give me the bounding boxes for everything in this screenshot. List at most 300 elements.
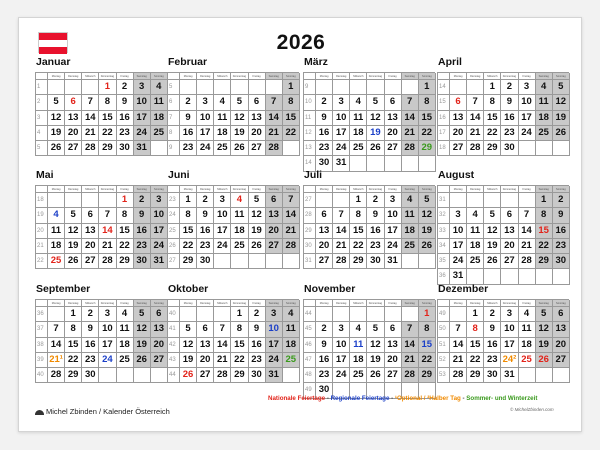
week-number: 10 — [304, 95, 316, 110]
day-cell: 21 — [450, 353, 467, 368]
day-cell: 24 — [214, 239, 231, 254]
weekday-header: Dienstag — [65, 73, 82, 80]
empty-day-cell — [197, 80, 214, 95]
week-number: 53 — [438, 368, 450, 383]
calendar-year-title: 2026 — [276, 31, 326, 54]
day-cell: 8 — [419, 322, 436, 337]
weekday-header: Samstag — [536, 186, 553, 193]
day-cell: 3 — [99, 307, 116, 322]
week-number: 47 — [304, 353, 316, 368]
week-number: 52 — [438, 353, 450, 368]
day-cell: 21 — [402, 126, 419, 141]
day-cell: 5 — [367, 322, 384, 337]
day-cell: 8 — [484, 95, 501, 110]
day-cell: 17 — [99, 338, 116, 353]
day-cell: 22 — [65, 353, 82, 368]
day-cell: 30 — [501, 141, 518, 156]
day-cell: 12 — [536, 322, 553, 337]
month-name: März — [304, 56, 328, 68]
weekday-header: Mittwoch — [214, 186, 231, 193]
day-cell: 31 — [134, 141, 151, 156]
day-cell: 28 — [266, 141, 283, 156]
day-cell: 10 — [519, 95, 536, 110]
week-number: 31 — [438, 193, 450, 208]
week-number: 14 — [438, 80, 450, 95]
day-cell: 14 — [467, 111, 484, 126]
day-cell: 24 — [197, 141, 214, 156]
day-cell: 18 — [151, 111, 168, 126]
day-cell: 28 — [283, 239, 300, 254]
week-number: 16 — [438, 111, 450, 126]
month-grid — [167, 72, 299, 156]
empty-day-cell — [316, 307, 333, 322]
day-cell: 20 — [82, 239, 99, 254]
month-grid — [437, 72, 569, 156]
day-cell: 29 — [99, 141, 116, 156]
header-corner — [304, 300, 316, 307]
month-grid — [303, 299, 435, 399]
day-cell: 30 — [197, 254, 214, 269]
day-cell: 11 — [350, 111, 367, 126]
day-cell: 27 — [450, 141, 467, 156]
day-cell: 4 — [467, 208, 484, 223]
day-cell: 12 — [180, 338, 197, 353]
day-cell: 15 — [419, 338, 436, 353]
day-cell: 27 — [151, 353, 168, 368]
day-cell: 30 — [134, 254, 151, 269]
day-cell: 1 — [99, 80, 116, 95]
empty-day-cell — [266, 80, 283, 95]
day-cell: 22 — [536, 239, 553, 254]
day-cell: 22 — [350, 239, 367, 254]
day-cell: 18 — [402, 224, 419, 239]
day-cell: 12 — [367, 338, 384, 353]
day-cell: 27 — [197, 368, 214, 383]
day-cell: 9 — [249, 322, 266, 337]
day-cell: 19 — [134, 338, 151, 353]
day-cell: 31 — [333, 156, 350, 171]
day-cell: 15 — [467, 338, 484, 353]
day-cell: 14 — [266, 111, 283, 126]
day-cell: 9 — [501, 95, 518, 110]
day-cell: 20 — [266, 224, 283, 239]
day-cell: 10 — [151, 208, 168, 223]
empty-day-cell — [333, 80, 350, 95]
weekday-header: Samstag — [402, 300, 419, 307]
day-cell: 9 — [553, 208, 570, 223]
day-cell: 5 — [180, 322, 197, 337]
empty-day-cell — [350, 80, 367, 95]
day-cell: 28 — [402, 141, 419, 156]
day-cell: 20 — [151, 338, 168, 353]
day-cell: 21 — [82, 126, 99, 141]
day-cell: 26 — [249, 239, 266, 254]
day-cell: 16 — [316, 353, 333, 368]
day-cell: 9 — [117, 95, 134, 110]
day-cell: 16 — [501, 111, 518, 126]
day-cell: 4 — [350, 322, 367, 337]
day-cell: 7 — [467, 95, 484, 110]
day-cell: 8 — [180, 208, 197, 223]
day-cell: 2 — [197, 193, 214, 208]
day-cell: 22 — [484, 126, 501, 141]
day-cell: 16 — [134, 224, 151, 239]
header-corner — [304, 73, 316, 80]
empty-day-cell — [333, 193, 350, 208]
empty-day-cell — [367, 80, 384, 95]
empty-day-cell — [385, 307, 402, 322]
day-cell: 23 — [367, 239, 384, 254]
week-number: 50 — [438, 322, 450, 337]
empty-day-cell — [402, 254, 419, 269]
header-corner — [304, 186, 316, 193]
day-cell: 19 — [231, 126, 248, 141]
day-cell: 14 — [402, 338, 419, 353]
empty-day-cell — [82, 193, 99, 208]
weekday-header: Samstag — [266, 300, 283, 307]
day-cell: 20 — [316, 239, 333, 254]
empty-day-cell — [536, 269, 553, 284]
weekday-header: Freitag — [249, 73, 266, 80]
day-cell: 22 — [180, 239, 197, 254]
day-cell: 26 — [484, 254, 501, 269]
day-cell: 21¹ — [48, 353, 65, 368]
day-cell: 10 — [385, 208, 402, 223]
day-cell: 19 — [484, 239, 501, 254]
empty-day-cell — [402, 80, 419, 95]
day-cell: 24 — [333, 368, 350, 383]
day-cell: 4 — [231, 193, 248, 208]
month-grid — [35, 185, 167, 269]
week-number: 13 — [304, 141, 316, 156]
weekday-header: Sonntag — [151, 73, 168, 80]
weekday-header: Mittwoch — [484, 73, 501, 80]
week-number: 24 — [168, 208, 180, 223]
day-cell: 10 — [214, 208, 231, 223]
week-number: 44 — [168, 368, 180, 383]
day-cell: 22 — [117, 239, 134, 254]
day-cell: 17 — [214, 224, 231, 239]
day-cell: 17 — [501, 338, 518, 353]
footer-author-text: Michel Zbinden / Kalender Österreich — [46, 407, 170, 416]
day-cell: 16 — [249, 338, 266, 353]
weekday-header: Mittwoch — [484, 186, 501, 193]
week-number: 14 — [304, 156, 316, 171]
header-corner — [438, 186, 450, 193]
weekday-header: Dienstag — [197, 300, 214, 307]
day-cell: 18 — [48, 239, 65, 254]
day-cell: 1 — [350, 193, 367, 208]
day-cell: 26 — [419, 239, 436, 254]
calendar-sheet — [18, 17, 582, 432]
day-cell: 3 — [385, 193, 402, 208]
empty-day-cell — [385, 80, 402, 95]
day-cell: 8 — [283, 95, 300, 110]
day-cell: 13 — [450, 111, 467, 126]
day-cell: 26 — [180, 368, 197, 383]
day-cell: 27 — [316, 254, 333, 269]
day-cell: 13 — [553, 322, 570, 337]
day-cell: 8 — [231, 322, 248, 337]
day-cell: 26 — [367, 368, 384, 383]
empty-day-cell — [467, 193, 484, 208]
week-number: 44 — [304, 307, 316, 322]
week-number: 18 — [36, 193, 48, 208]
day-cell: 22 — [419, 126, 436, 141]
empty-day-cell — [117, 368, 134, 383]
day-cell: 10 — [99, 322, 116, 337]
day-cell: 5 — [553, 80, 570, 95]
month-grid — [167, 299, 299, 383]
empty-day-cell — [249, 254, 266, 269]
week-number: 30 — [304, 239, 316, 254]
day-cell: 25 — [214, 141, 231, 156]
day-cell: 28 — [519, 254, 536, 269]
month-name: September — [36, 283, 91, 295]
day-cell: 6 — [553, 307, 570, 322]
day-cell: 10 — [266, 322, 283, 337]
weekday-header: Mittwoch — [484, 300, 501, 307]
day-cell: 7 — [214, 322, 231, 337]
day-cell: 24 — [519, 126, 536, 141]
week-number: 38 — [36, 338, 48, 353]
weekday-header: Samstag — [134, 186, 151, 193]
day-cell: 26 — [536, 353, 553, 368]
week-number: 29 — [304, 224, 316, 239]
legend-regional: Regionale Feiertage — [330, 395, 390, 402]
day-cell: 16 — [553, 224, 570, 239]
day-cell: 23 — [134, 239, 151, 254]
day-cell: 5 — [134, 307, 151, 322]
week-number: 15 — [438, 95, 450, 110]
empty-day-cell — [553, 141, 570, 156]
day-cell: 27 — [82, 254, 99, 269]
weekday-header: Donnerstag — [231, 73, 248, 80]
day-cell: 30 — [117, 141, 134, 156]
week-number: 32 — [438, 208, 450, 223]
weekday-header: Sonntag — [151, 186, 168, 193]
legend-national: Nationale Feiertage — [268, 395, 326, 402]
day-cell: 22 — [99, 126, 116, 141]
day-cell: 16 — [367, 224, 384, 239]
empty-day-cell — [350, 156, 367, 171]
author-logo-icon — [35, 410, 44, 415]
weekday-header: Donnerstag — [231, 186, 248, 193]
day-cell: 11 — [350, 338, 367, 353]
weekday-header: Dienstag — [197, 73, 214, 80]
empty-day-cell — [402, 156, 419, 171]
empty-day-cell — [450, 307, 467, 322]
day-cell: 27 — [249, 141, 266, 156]
week-number: 9 — [304, 80, 316, 95]
day-cell: 20 — [197, 353, 214, 368]
day-cell: 1 — [180, 193, 197, 208]
week-number: 39 — [36, 353, 48, 368]
week-number: 42 — [168, 338, 180, 353]
empty-day-cell — [419, 156, 436, 171]
empty-day-cell — [99, 193, 116, 208]
empty-day-cell — [48, 193, 65, 208]
day-cell: 21 — [519, 239, 536, 254]
day-cell: 22 — [283, 126, 300, 141]
weekday-header: Dienstag — [333, 73, 350, 80]
day-cell: 5 — [65, 208, 82, 223]
week-number: 18 — [438, 141, 450, 156]
day-cell: 13 — [151, 322, 168, 337]
month-grid — [167, 185, 299, 269]
day-cell: 18 — [350, 353, 367, 368]
header-corner — [438, 300, 450, 307]
day-cell: 17 — [333, 353, 350, 368]
day-cell: 3 — [134, 80, 151, 95]
empty-day-cell — [536, 368, 553, 383]
weekday-header: Samstag — [536, 300, 553, 307]
empty-day-cell — [283, 254, 300, 269]
day-cell: 2 — [484, 307, 501, 322]
empty-day-cell — [48, 80, 65, 95]
day-cell: 7 — [450, 322, 467, 337]
footer-author — [35, 407, 170, 416]
day-cell: 2 — [553, 193, 570, 208]
day-cell: 15 — [117, 224, 134, 239]
day-cell: 6 — [65, 95, 82, 110]
day-cell: 28 — [214, 368, 231, 383]
day-cell: 12 — [65, 224, 82, 239]
weekday-header: Dienstag — [467, 300, 484, 307]
month-name: Oktober — [168, 283, 209, 295]
empty-day-cell — [249, 80, 266, 95]
weekday-header: Sonntag — [419, 73, 436, 80]
day-cell: 6 — [82, 208, 99, 223]
weekday-header: Freitag — [519, 73, 536, 80]
weekday-header: Mittwoch — [214, 300, 231, 307]
day-cell: 18 — [117, 338, 134, 353]
day-cell: 2 — [501, 80, 518, 95]
day-cell: 5 — [484, 208, 501, 223]
day-cell: 11 — [536, 95, 553, 110]
day-cell: 23 — [249, 353, 266, 368]
day-cell: 1 — [419, 80, 436, 95]
weekday-header: Samstag — [266, 186, 283, 193]
day-cell: 30 — [484, 368, 501, 383]
weekday-header: Mittwoch — [350, 73, 367, 80]
day-cell: 7 — [402, 322, 419, 337]
day-cell: 15 — [484, 111, 501, 126]
day-cell: 15 — [419, 111, 436, 126]
day-cell: 5 — [367, 95, 384, 110]
day-cell: 4 — [536, 80, 553, 95]
day-cell: 18 — [231, 224, 248, 239]
weekday-header: Montag — [450, 73, 467, 80]
weekday-header: Donnerstag — [231, 300, 248, 307]
day-cell: 28 — [333, 254, 350, 269]
week-number: 7 — [168, 111, 180, 126]
empty-day-cell — [151, 368, 168, 383]
day-cell: 11 — [231, 208, 248, 223]
day-cell: 24 — [333, 141, 350, 156]
week-number: 36 — [36, 307, 48, 322]
week-number: 21 — [36, 239, 48, 254]
legend-separator: - — [325, 395, 331, 402]
weekday-header: Montag — [450, 300, 467, 307]
day-cell: 6 — [197, 322, 214, 337]
weekday-header: Montag — [48, 300, 65, 307]
weekday-header: Donnerstag — [99, 73, 116, 80]
day-cell: 13 — [385, 338, 402, 353]
day-cell: 18 — [536, 111, 553, 126]
month-grid — [303, 72, 435, 172]
day-cell: 29 — [117, 254, 134, 269]
weekday-header: Donnerstag — [367, 300, 384, 307]
weekday-header: Donnerstag — [501, 186, 518, 193]
day-cell: 28 — [82, 141, 99, 156]
week-number: 3 — [36, 111, 48, 126]
day-cell: 21 — [99, 239, 116, 254]
empty-day-cell — [82, 80, 99, 95]
header-corner — [36, 300, 48, 307]
day-cell: 1 — [283, 80, 300, 95]
week-number: 49 — [304, 383, 316, 398]
weekday-header: Mittwoch — [214, 73, 231, 80]
week-number: 26 — [168, 239, 180, 254]
week-number: 12 — [304, 126, 316, 141]
weekday-header: Mittwoch — [82, 73, 99, 80]
day-cell: 3 — [214, 193, 231, 208]
day-cell: 29 — [231, 368, 248, 383]
day-cell: 1 — [419, 307, 436, 322]
day-cell: 6 — [249, 95, 266, 110]
day-cell: 3 — [333, 322, 350, 337]
empty-day-cell — [214, 307, 231, 322]
day-cell: 2 — [316, 322, 333, 337]
day-cell: 23 — [82, 353, 99, 368]
header-corner — [168, 300, 180, 307]
weekday-header: Montag — [316, 73, 333, 80]
day-cell: 10 — [134, 95, 151, 110]
empty-day-cell — [48, 307, 65, 322]
day-cell: 14 — [333, 224, 350, 239]
day-cell: 2 — [249, 307, 266, 322]
day-cell: 16 — [484, 338, 501, 353]
day-cell: 30 — [553, 254, 570, 269]
day-cell: 21 — [283, 224, 300, 239]
weekday-header: Freitag — [519, 186, 536, 193]
day-cell: 15 — [350, 224, 367, 239]
week-number: 27 — [168, 254, 180, 269]
week-number: 51 — [438, 338, 450, 353]
day-cell: 14 — [214, 338, 231, 353]
day-cell: 23 — [484, 353, 501, 368]
day-cell: 22 — [231, 353, 248, 368]
day-cell: 9 — [82, 322, 99, 337]
day-cell: 19 — [367, 353, 384, 368]
month-name: November — [304, 283, 356, 295]
day-cell: 25 — [283, 353, 300, 368]
day-cell: 25 — [519, 353, 536, 368]
day-cell: 23 — [197, 239, 214, 254]
weekday-header: Sonntag — [553, 73, 570, 80]
month-name: Juli — [304, 169, 323, 181]
day-cell: 3 — [450, 208, 467, 223]
day-cell: 19 — [65, 239, 82, 254]
day-cell: 24 — [385, 239, 402, 254]
day-cell: 3 — [151, 193, 168, 208]
day-cell: 26 — [367, 141, 384, 156]
empty-day-cell — [180, 80, 197, 95]
week-number: 8 — [168, 126, 180, 141]
day-cell: 23 — [501, 126, 518, 141]
day-cell: 19 — [536, 338, 553, 353]
